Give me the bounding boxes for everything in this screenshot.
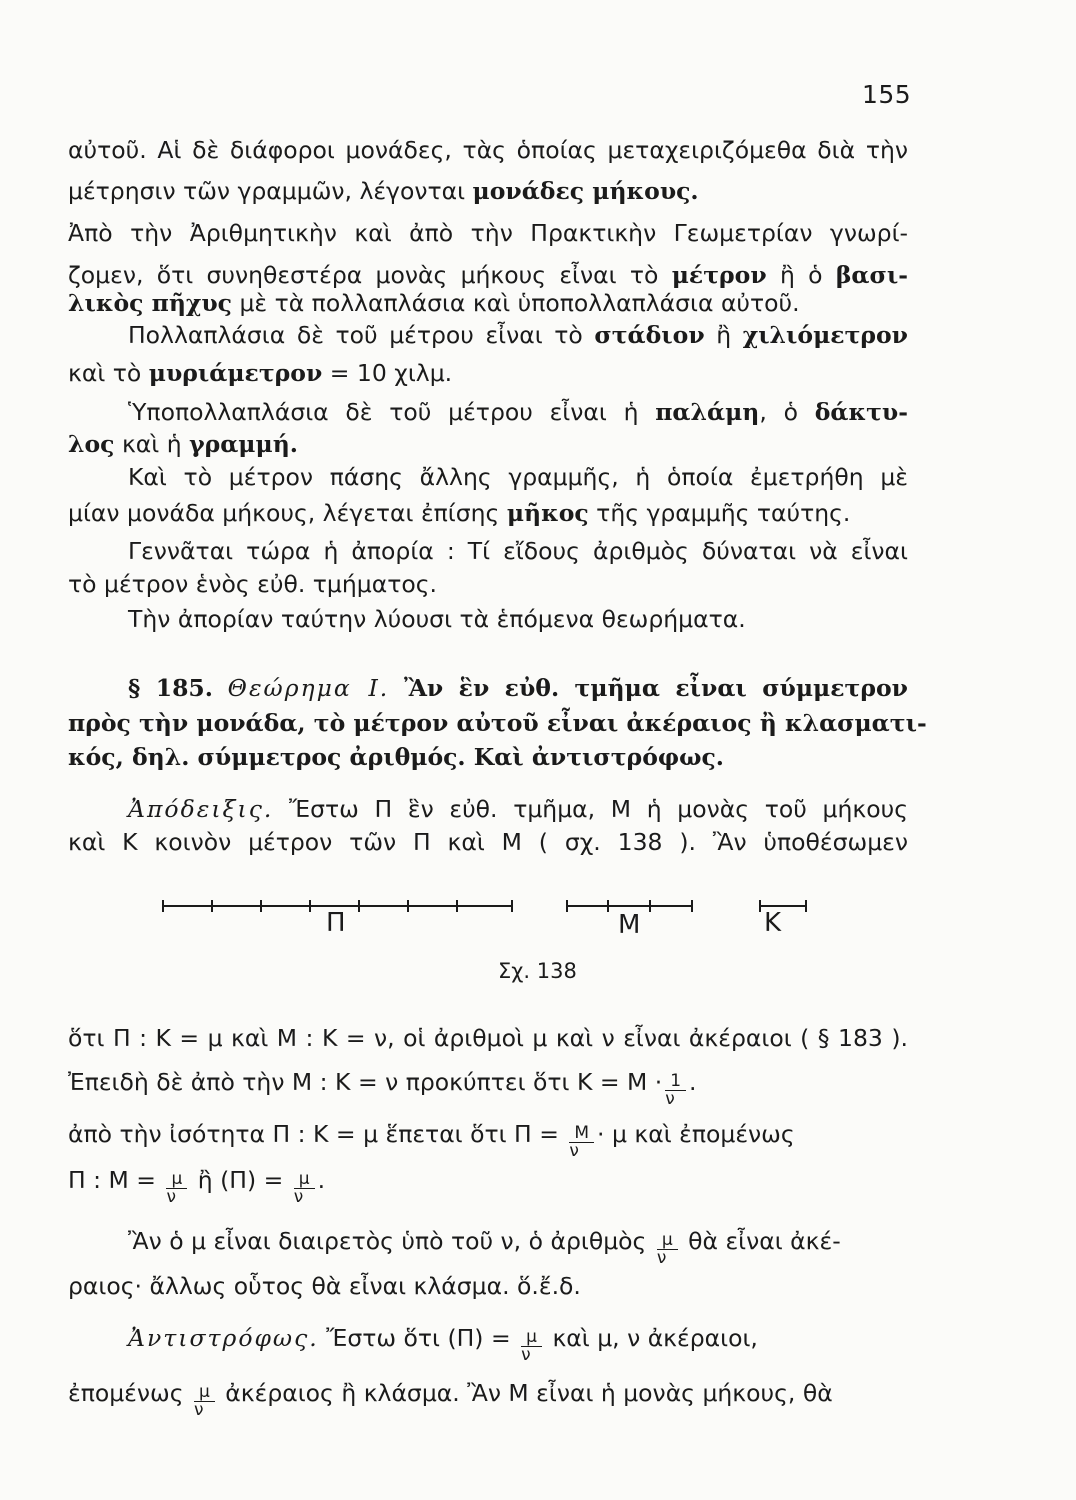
text-line: Πολλαπλάσια δὲ τοῦ μέτρου εἶναι τὸ στάδιον ἢ χιλιόμετρον — [128, 321, 908, 349]
fraction: $\frac{\mu}{\nu}$ — [166, 1171, 187, 1206]
fraction: $\frac{M}{\nu}$ — [569, 1125, 594, 1160]
text-line: λος καὶ ἡ γραμμή. — [68, 430, 298, 458]
text-line: Καὶ τὸ μέτρον πάσης ἄλλης γραμμῆς, ἡ ὁποία ἐμετρήθη μὲ — [128, 463, 908, 491]
fraction: $\frac{\mu}{\nu}$ — [657, 1232, 678, 1267]
text-line: ἀπὸ τὴν ἰσότητα Π : Κ = μ ἕπεται ὅτι Π = $\frac{M}{\nu}$ · μ καὶ ἐπομένως — [68, 1120, 795, 1161]
label-P: Π — [326, 908, 346, 938]
page-number: 155 — [862, 80, 912, 109]
text-line: Ἀντιστρόφως. Ἔστω ὅτι (Π) = $\frac{\mu}{\nu}$ καὶ μ, ν ἀκέραιοι, — [128, 1324, 758, 1365]
segment-diagram — [0, 880, 1076, 940]
text-line: Τὴν ἀπορίαν ταύτην λύουσι τὰ ἑπόμενα θεωρήματα. — [128, 605, 746, 633]
text-line: ἐπομένως $\frac{\mu}{\nu}$ ἀκέραιος ἢ κλάσμα. Ἂν Μ εἶναι ἡ μονὰς μήκους, θὰ — [68, 1379, 833, 1420]
text-line: ὅτι Π : Κ = μ καὶ Μ : Κ = ν, οἱ ἀριθμοὶ μ καὶ ν εἶναι ἀκέραιοι ( § 183 ). — [68, 1024, 908, 1052]
text-line: ζομεν, ὅτι συνηθεστέρα μονὰς μήκους εἶναι τὸ μέτρον ἢ ὁ βασι- — [68, 261, 908, 289]
text-line: Ἐπειδὴ δὲ ἀπὸ τὴν Μ : Κ = ν προκύπτει ὅτι Κ = Μ · $\frac{1}{\nu}$ . — [68, 1068, 697, 1109]
text-line: καὶ τὸ μυριάμετρον = 10 χιλμ. — [68, 359, 453, 387]
text-line: Ὑποπολλαπλάσια δὲ τοῦ μέτρου εἶναι ἡ παλάμη, ὁ δάκτυ- — [128, 398, 908, 426]
figure-caption: Σχ. 138 — [498, 959, 577, 983]
text-line: Ἀπὸ τὴν Ἀριθμητικὴν καὶ ἀπὸ τὴν Πρακτικὴν Γεωμετρίαν γνωρί- — [68, 219, 908, 247]
fraction: $\frac{\mu}{\nu}$ — [521, 1329, 542, 1364]
text-line: αὐτοῦ. Αἱ δὲ διάφοροι μονάδες, τὰς ὁποίας μεταχειριζόμεθα διὰ τὴν — [68, 136, 908, 164]
fraction: $\frac{1}{\nu}$ — [665, 1073, 686, 1108]
text-line: τὸ μέτρον ἑνὸς εὐθ. τμήματος. — [68, 570, 438, 598]
theorem-text: πρὸς τὴν μονάδα, τὸ μέτρον αὐτοῦ εἶναι ἀκέραιος ἢ κλασματι- — [68, 709, 927, 737]
fraction: $\frac{\mu}{\nu}$ — [294, 1171, 315, 1206]
text-line: μέτρησιν τῶν γραμμῶν, λέγονται μονάδες μήκους. — [68, 177, 699, 205]
text-line: Ἀπόδειξις. Ἔστω Π ἓν εὐθ. τμῆμα, Μ ἡ μονὰς τοῦ μήκους — [128, 795, 908, 823]
fraction: $\frac{\mu}{\nu}$ — [194, 1384, 215, 1419]
theorem-text: κός, δηλ. σύμμετρος ἀριθμός. Καὶ ἀντιστρόφως. — [68, 743, 724, 771]
text-line: Π : Μ = $\frac{\mu}{\nu}$ ἢ (Π) = $\frac{\mu}{\nu}$ . — [68, 1166, 326, 1207]
text-line: Γεννᾶται τώρα ἡ ἀπορία : Τί εἴδους ἀριθμὸς δύναται νὰ εἶναι — [128, 537, 908, 565]
text-line: λικὸς πῆχυς μὲ τὰ πολλαπλάσια καὶ ὑποπολλαπλάσια αὐτοῦ. — [68, 289, 800, 317]
text-line: μίαν μονάδα μήκους, λέγεται ἐπίσης μῆκος τῆς γραμμῆς ταύτης. — [68, 499, 851, 527]
theorem-heading: § 185. Θεώρημα I. Ἂν ἓν εὐθ. τμῆμα εἶναι σύμμετρον — [128, 674, 908, 702]
text-line: καὶ Κ κοινὸν μέτρον τῶν Π καὶ Μ ( σχ. 138 ). Ἂν ὑποθέσωμεν — [68, 828, 908, 856]
label-K: Κ — [764, 908, 782, 938]
text-line: ραιος· ἄλλως οὗτος θὰ εἶναι κλάσμα. ὅ.ἔ.δ. — [68, 1272, 581, 1300]
text-line: Ἂν ὁ μ εἶναι διαιρετὸς ὑπὸ τοῦ ν, ὁ ἀριθμὸς $\frac{\mu}{\nu}$ θὰ εἶναι ἀκέ- — [128, 1227, 841, 1268]
label-M: Μ — [618, 910, 641, 940]
